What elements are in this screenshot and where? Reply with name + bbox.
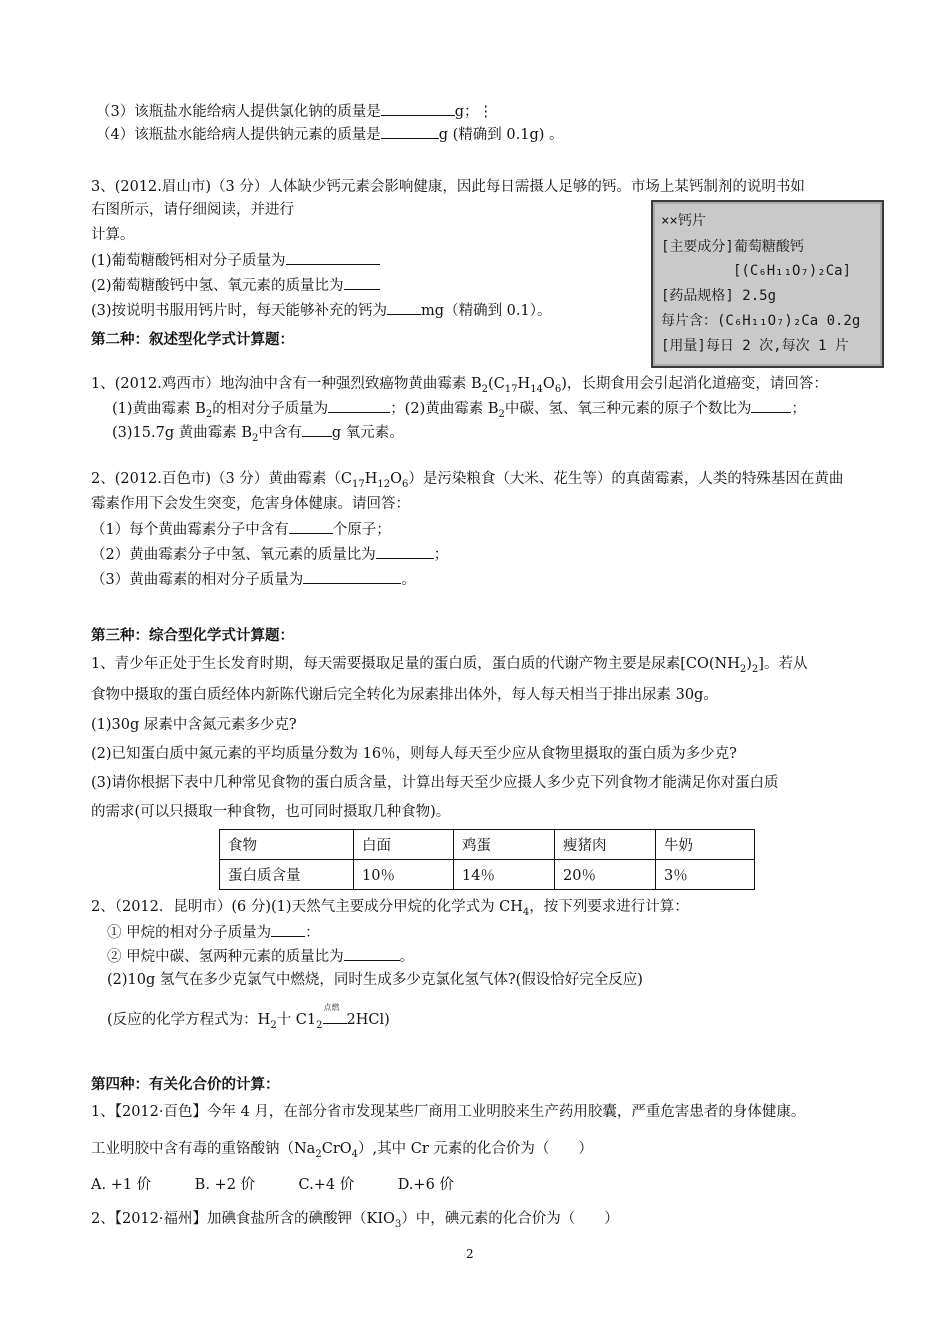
label-line: ××钙片: [661, 213, 706, 229]
answer-blank[interactable]: [286, 250, 380, 265]
table-cell: 食物: [220, 830, 354, 860]
answer-blank[interactable]: [271, 922, 305, 937]
s4-q1-line1: 1、【2012·百色】今年 4 月，在部分省市发现某些厂商用工业明胶来生产药用胶囊，严重危害患者的身体健康。: [91, 1104, 806, 1120]
s3-q2-head: 2、（2012．昆明市）(6 分)(1)天然气主要成分甲烷的化学式为 $CH_4$，按下列要求进行计算：: [91, 899, 689, 918]
protein-content-table: [219, 829, 755, 890]
s2-q1-head: 1、(2012.鸡西市）地沟油中含有一种强烈致癌物黄曲霉素 $B_2(C_{17}H_{14}O_6)$，长期食用会引起消化道癌变，请回答：: [91, 376, 828, 395]
line-4-na-mass: （4）该瓶盐水能给病人提供钠元素的质量是 g (精确到 0.1g) 。: [96, 124, 564, 145]
answer-blank[interactable]: [381, 101, 455, 116]
answer-blank[interactable]: [376, 544, 434, 559]
s3-q1-sub2: (2)已知蛋白质中氮元素的平均质量分数为 16％，则每人每天至少应从食物里摄取的蛋白质为多少克?: [91, 746, 737, 762]
answer-blank[interactable]: [387, 300, 421, 315]
label-line: [(C₆H₁₁O₇)₂Ca]: [733, 263, 852, 279]
table-row: [220, 860, 755, 890]
s2-q2-sub2: （2）黄曲霉素分子中氢、氧元素的质量比为 ；: [91, 544, 448, 565]
s2-q1-sub3: (3)15.7g 黄曲霉素 $B_2$中含有 g 氧元素。: [112, 422, 404, 443]
q3-sub3: (3)按说明书服用钙片时，每天能够补充的钙为 mg（精确到 0.1）。: [91, 300, 552, 321]
table-cell: 14％: [454, 860, 555, 890]
q3-line3: 计算。: [91, 227, 135, 243]
s4-q1-options: A. +1 价 B. +2 价 C.+4 价 D.+6 价: [91, 1177, 454, 1193]
label-line: 每片含：(C₆H₁₁O₇)₂Ca 0.2g: [661, 313, 861, 329]
table-cell: 20％: [555, 860, 656, 890]
answer-blank[interactable]: [302, 422, 332, 437]
s3-q1-line1: 1、青少年正处于生长发育时期，每天需要摄取足量的蛋白质，蛋白质的代谢产物主要是尿素$[CO(NH_2)_2]$。若从: [91, 656, 808, 675]
table-cell: 瘦猪肉: [555, 830, 656, 860]
label-line: [药品规格] 2.5g: [661, 288, 777, 304]
section-3-heading: 第三种：综合型化学式计算题：: [91, 627, 294, 644]
answer-blank[interactable]: [381, 124, 439, 139]
s3-q2-sub2: ② 甲烷中碳、氢两种元素的质量比为 。: [107, 946, 414, 967]
s3-q2-sub1: ① 甲烷的相对分子质量为 ：: [107, 922, 320, 943]
s2-q2-head: 2、(2012.百色市)（3 分）黄曲霉素$(C_{17}H_{12}O_6)$是污染粮食（大米、花生等）的真菌霉素，人类的特殊基因在黄曲: [91, 471, 844, 490]
q3-head: 3、(2012.眉山市)（3 分）人体缺少钙元素会影响健康，因此每日需摄人足够的钙。市场上某钙制剂的说明书如: [91, 179, 805, 195]
answer-blank[interactable]: [328, 398, 390, 413]
table-cell: 白面: [354, 830, 454, 860]
page-number: 2: [466, 1247, 474, 1261]
s3-q1-sub3-line1: (3)请你根据下表中几种常见食物的蛋白质含量，计算出每天至少应摄人多少克下列食物才能满足你对蛋白质: [91, 775, 779, 791]
answer-blank[interactable]: [303, 569, 401, 584]
answer-blank[interactable]: [344, 275, 380, 290]
q3-line2: 右图所示，请仔细阅读，并进行: [91, 202, 294, 218]
table-cell: 10％: [354, 860, 454, 890]
s3-q2-equation: (反应的化学方程式为：$H_2$十 $C1_2$ 点燃 2HCl): [107, 1003, 390, 1031]
table-header-row: [220, 830, 755, 860]
answer-blank[interactable]: [289, 519, 333, 534]
s3-q1-line2: 食物中摄取的蛋白质经体内新陈代谢后完全转化为尿素排出体外，每人每天相当于排出尿素 30g。: [91, 687, 718, 703]
s2-q2-line2: 霉素作用下会发生突变，危害身体健康。请回答：: [91, 496, 410, 512]
label-line: [主要成分]葡萄糖酸钙: [661, 239, 804, 255]
s3-q2-sub3: (2)10g 氢气在多少克氯气中燃烧，同时生成多少克氯化氢气体?(假设恰好完全反应): [107, 972, 643, 988]
s2-q2-sub1: （1）每个黄曲霉素分子中含有 个原子；: [91, 519, 391, 540]
line-3-nacl-mass: （3）该瓶盐水能给病人提供氯化钠的质量是 g；⋮: [96, 101, 493, 122]
answer-blank[interactable]: [751, 398, 791, 413]
table-cell: 鸡蛋: [454, 830, 555, 860]
s2-q2-sub3: （3）黄曲霉素的相对分子质量为 。: [91, 569, 416, 590]
s4-q2-line: 2、【2012·福州】加碘食盐所含的碘酸钾$(KIO_3)$中，碘元素的化合价为（ ）: [91, 1211, 619, 1230]
s3-q1-sub3-line2: 的需求(可以只摄取一种食物，也可同时摄取几种食物)。: [91, 804, 451, 820]
answer-blank[interactable]: [344, 946, 400, 961]
table-cell: 3％: [656, 860, 755, 890]
q3-sub2: (2)葡萄糖酸钙中氢、氧元素的质量比为: [91, 275, 380, 296]
s3-q1-sub1: (1)30g 尿素中含氮元素多少克?: [91, 717, 297, 733]
section-4-heading: 第四种：有关化合价的计算：: [91, 1076, 280, 1093]
section-2-heading: 第二种：叙述型化学式计算题：: [91, 331, 294, 348]
s4-q1-line2: 工业明胶中含有毒的重铬酸钠$(Na_2CrO_4)$,其中 Cr 元素的化合价为（ ）: [91, 1141, 593, 1160]
calcium-tablet-label-image: [651, 200, 884, 368]
reaction-condition: 点燃: [323, 1009, 347, 1030]
table-cell: 牛奶: [656, 830, 755, 860]
s2-q1-sub1-2: (1)黄曲霉素 $B_2$的相对分子质量为 ；(2)黄曲霉素 $B_2$中碳、氢、氧三种元素的原子个数比为 ；: [112, 398, 806, 419]
q3-sub1: (1)葡萄糖酸钙相对分子质量为: [91, 250, 380, 271]
table-cell: 蛋白质含量: [220, 860, 354, 890]
label-line: [用量]每日 2 次,每次 1 片: [661, 338, 849, 354]
